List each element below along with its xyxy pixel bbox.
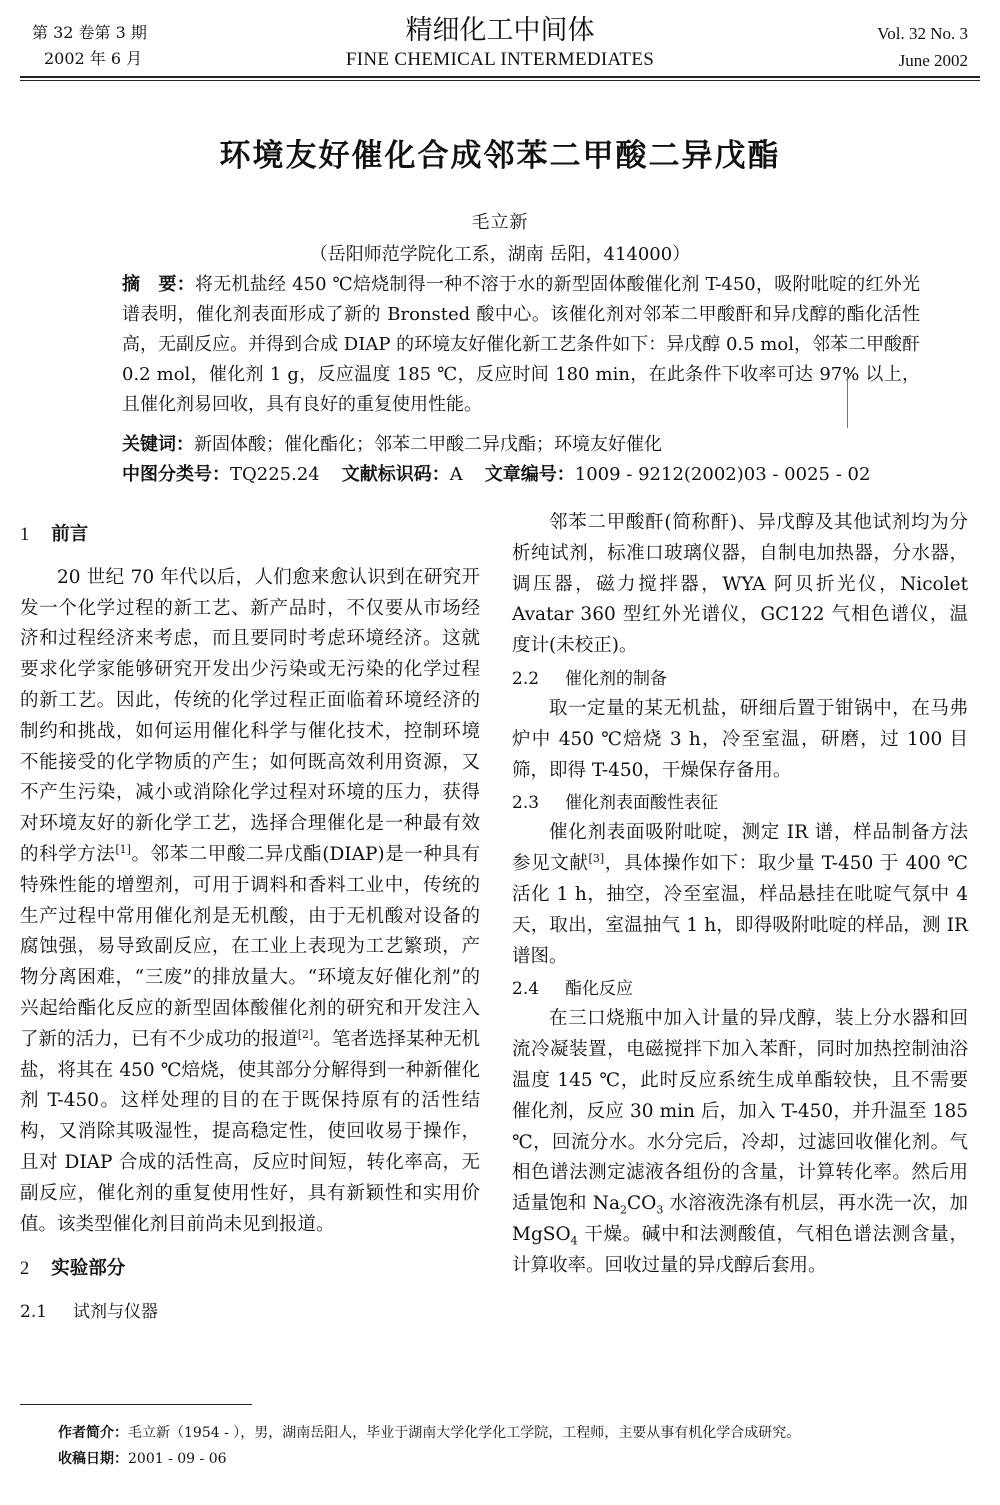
subsection-title: 酯化反应 [565, 979, 634, 1000]
subsection-title: 催化剂表面酸性表征 [565, 793, 719, 814]
header-rule [20, 76, 980, 78]
catalyst-preparation-paragraph: 取一定量的某无机盐，研细后置于钳锅中，在马弗炉中 450 ℃焙烧 3 h，冷至室温，研磨，过 100 目筛，即得 T-450，干燥保存备用。 [512, 697, 968, 781]
subscript: 4 [570, 1234, 578, 1248]
left-column [20, 520, 480, 1328]
acidity-paragraph [512, 818, 968, 972]
subsection-heading-reagents [20, 1297, 480, 1328]
subsection-heading-esterification [512, 974, 968, 1004]
esterification-paragraph [512, 1004, 968, 1281]
received-date-label: 收稿日期： [58, 1451, 128, 1467]
subsection-number: 2.2 [512, 668, 540, 689]
paragraph-text: 。邻苯二甲酸二异戊酯(DIAP)是一种具有特殊性能的增塑剂，可用于调料和香料工业中，传统的生产过程中常用催化剂是无机酸，由于无机酸对设备的腐蚀强，易导致副反应，在工业上表现为工艺繁琐，产物分离困难，“三废”的排放量大。“环境友好催化剂”的兴起给酯化反应的新型固体酸催化剂的研究和开发注入了新的活力，已有不少成功的报道 [20, 843, 480, 1050]
volume-issue: 第 32 卷第 3 期 [32, 23, 147, 42]
introduction-paragraph [20, 563, 480, 1241]
author-bio-label: 作者简介： [58, 1425, 128, 1441]
clc-label: 中图分类号： [122, 464, 230, 485]
subsection-number: 2.1 [20, 1302, 48, 1323]
journal-name-en: FINE CHEMICAL INTERMEDIATES [345, 49, 655, 70]
issue-info-en [877, 20, 968, 74]
reagents-paragraph: 邻苯二甲酸酐(简称酐)、异戊醇及其他试剂均为分析纯试剂，标准口玻璃仪器，自制电加热器，分水器，调压器，磁力搅拌器，WYA 阿贝折光仪，Nicolet Avatar 360 型红外光谱仪，GC122 气相色谱仪，温度计(未校正)。 [512, 512, 968, 657]
paragraph-text: 20 世纪 70 年代以后，人们愈来愈认识到在研究开发一个化学过程的新工艺、新产品时，不仅要从市场经济和过程经济来考虑，而且要同时考虑环境经济。这就要求化学家能够研究开发出少污染或无污染的化学过程的新工艺。因此，传统的化学过程正面临着环境经济的制约和挑战，如何运用催化科学与催化技术，控制环境不能接受的化学物质的产生；如何既高效利用资源，又不产生污染，减小或消除化学过程对环境的压力，获得对环境友好的新化学工艺，选择合理催化是一种最有效的科学方法 [20, 566, 480, 865]
section-heading-introduction [20, 520, 480, 551]
received-date [58, 1448, 227, 1468]
paper-title: 环境友好催化合成邻苯二甲酸二异戊酯 [219, 138, 781, 174]
section-number: 2 [20, 1259, 30, 1280]
header-rule-thin [20, 80, 980, 81]
author-bio [58, 1422, 800, 1442]
doc-code-value: A [449, 464, 463, 485]
doc-code-label: 文献标识码： [341, 464, 450, 485]
section-heading-experimental [20, 1254, 480, 1285]
journal-name-cn: 精细化工中间体 [405, 15, 595, 46]
section-title: 实验部分 [51, 1258, 126, 1280]
paragraph-text: 水溶液洗涤有机层，再水洗一次，加 MgSO [512, 1193, 968, 1245]
paragraph-text: CO [626, 1193, 657, 1215]
author-name: 毛立新 [471, 212, 529, 233]
journal-name [0, 14, 1000, 72]
keywords [122, 430, 662, 456]
subsection-number: 2.4 [512, 979, 540, 1000]
paragraph-text: 干燥。碱中和法测酸值，气相色谱法测含量，计算收率。回收过量的异戊醇后套用。 [512, 1223, 968, 1276]
author-affiliation: （岳阳师范学院化工系，湖南 岳阳，414000） [309, 244, 691, 265]
section-title: 前言 [51, 524, 89, 545]
citation: [3] [588, 852, 605, 866]
abstract-text: 将无机盐经 450 ℃焙烧制得一种不溶于水的新型固体酸催化剂 T-450，吸附吡啶的红外光谱表明，催化剂表面形成了新的 Bronsted 酸中心。该催化剂对邻苯二甲酸酐和异戊醇的酯化活性高，无副反应。并得到合成 DIAP 的环境友好催化新工艺条件如下：异戊醇 0.5 mol，邻苯二甲酸酐 0.2 mol，催化剂 1 g，反应温度 185 ℃，反应时间 180 min，在此条件下收率可达 97% 以上，且催化剂易回收，具有良好的重复使用性能。 [122, 274, 920, 415]
subsection-number: 2.3 [512, 793, 540, 814]
article-number-value: 1009 - 9212(2002)03 - 0025 - 02 [574, 464, 871, 485]
keywords-text: 新固体酸；催化酯化；邻苯二甲酸二异戊酯；环境友好催化 [194, 434, 662, 455]
clc-value: TQ225.24 [230, 464, 320, 485]
author-bio-text: 毛立新（1954 - ），男，湖南岳阳人，毕业于湖南大学化学化工学院，工程师，主要从事有机化学合成研究。 [128, 1425, 801, 1441]
volume-issue-en: Vol. 32 No. 3 [877, 24, 968, 43]
issue-date-en: June 2002 [898, 51, 968, 70]
abstract [80, 270, 920, 420]
received-date-text: 2001 - 09 - 06 [128, 1451, 227, 1467]
citation: [2] [297, 1027, 314, 1041]
paragraph-text: ，具体操作如下：取少量 T-450 于 400 ℃活化 1 h，抽空，冷至室温，样品悬挂在吡啶气氛中 4 天，取出，室温抽气 1 h，即得吸附吡啶的样品，测 IR 谱图。 [512, 853, 968, 967]
subsection-title: 催化剂的制备 [565, 668, 668, 689]
subscript: 2 [619, 1203, 627, 1217]
subsection-heading-catalyst-preparation [512, 664, 968, 694]
citation: [1] [115, 842, 131, 856]
article-number-label: 文章编号： [484, 464, 575, 485]
classification-line [122, 460, 870, 486]
subsection-title: 试剂与仪器 [73, 1302, 159, 1323]
section-number: 1 [20, 525, 30, 545]
issue-date: 2002 年 6 月 [44, 49, 143, 68]
paragraph-text: 。笔者选择某种无机盐，将其在 450 ℃焙烧，使其部分分解得到一种新催化剂 T-450。这样处理的目的在于既保持原有的活性结构，又消除其吸湿性，提高稳定性，使回收易于操作，且对 DIAP 合成的活性高，反应时间短，转化率高，无副反应，催化剂的重复使用性好，具有新颖性和实用价值。该类型催化剂目前尚未见到报道。 [20, 1028, 480, 1235]
paragraph-text: 在三口烧瓶中加入计量的异戊醇，装上分水器和回流冷凝装置，电磁搅拌下加入苯酐，同时加热控制油浴温度 145 ℃，此时反应系统生成单酯较快，且不需要催化剂，反应 30 min 后，加入 T-450，并升温至 185 ℃，回流分水。水分完后，冷却，过滤回收催化剂。气相色谱法测定滤液各组份的含量，计算转化率。然后用适量饱和 Na [512, 1008, 968, 1215]
keywords-label: 关键词： [122, 434, 194, 455]
subsection-heading-acidity [512, 788, 968, 818]
subscript: 3 [656, 1203, 664, 1217]
footnote-rule [20, 1404, 252, 1405]
abstract-label: 摘 要： [122, 274, 195, 295]
right-column [512, 508, 968, 1282]
margin-mark [847, 368, 848, 428]
paragraph-text: 催化剂表面吸附吡啶，测定 IR 谱，样品制备方法参见文献 [512, 822, 968, 875]
